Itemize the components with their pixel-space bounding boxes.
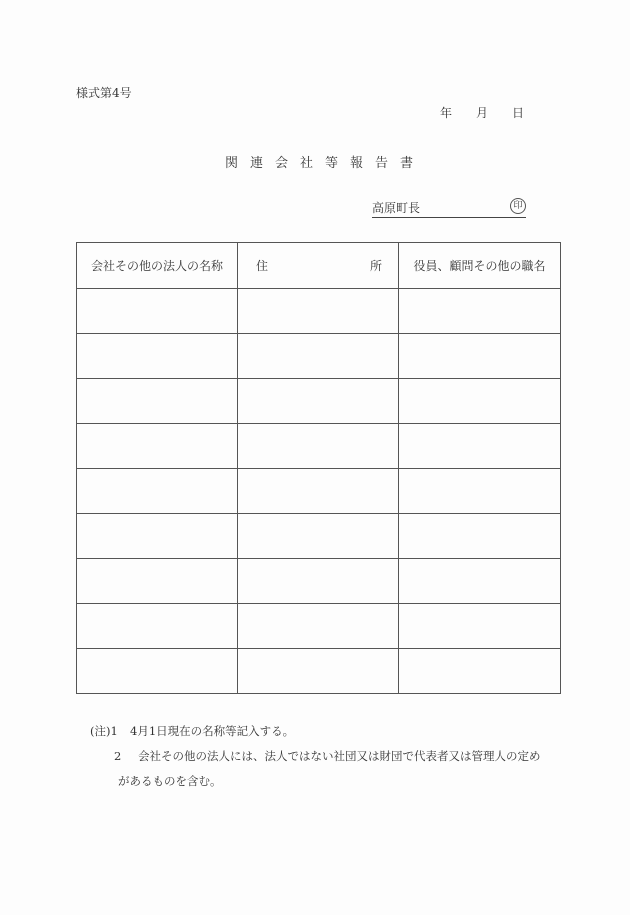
note-2-continuation: があるものを含む。 — [118, 774, 222, 788]
cell-role[interactable] — [399, 559, 561, 604]
cell-address[interactable] — [238, 559, 399, 604]
title-char: 連 — [249, 156, 263, 171]
table-header-row — [77, 243, 561, 289]
cell-role[interactable] — [399, 469, 561, 514]
note-1-text: 4月1日現在の名称等記入する。 — [130, 724, 295, 738]
cell-company-name[interactable] — [77, 604, 238, 649]
cell-role[interactable] — [399, 334, 561, 379]
cell-address[interactable] — [238, 379, 399, 424]
form-number: 様式第4号 — [76, 86, 132, 100]
note-prefix: (注)1 — [90, 724, 118, 738]
cell-company-name[interactable] — [77, 334, 238, 379]
table-row — [77, 334, 561, 379]
header-company-name: 会社その他の法人の名称 — [77, 243, 238, 289]
table-row — [77, 469, 561, 514]
cell-address[interactable] — [238, 289, 399, 334]
addressee-name: 高原町長 — [372, 201, 421, 215]
cell-role[interactable] — [399, 649, 561, 694]
document-title — [0, 152, 630, 171]
cell-company-name[interactable] — [77, 379, 238, 424]
table-row — [77, 604, 561, 649]
cell-role[interactable] — [399, 424, 561, 469]
cell-company-name[interactable] — [77, 469, 238, 514]
table-row — [77, 424, 561, 469]
table-row — [77, 649, 561, 694]
header-role: 役員、顧問その他の職名 — [399, 243, 561, 289]
cell-role[interactable] — [399, 379, 561, 424]
cell-company-name[interactable] — [77, 559, 238, 604]
cell-role[interactable] — [399, 514, 561, 559]
cell-address[interactable] — [238, 514, 399, 559]
year-label: 年 — [440, 106, 453, 120]
table-row — [77, 379, 561, 424]
seal-icon: 印 — [510, 198, 526, 214]
title-char: 会 — [274, 156, 288, 171]
cell-role[interactable] — [399, 604, 561, 649]
note-2-number: 2 — [114, 749, 122, 763]
cell-address[interactable] — [238, 604, 399, 649]
day-label: 日 — [512, 106, 525, 120]
note-1 — [90, 719, 541, 744]
title-char: 等 — [324, 156, 338, 171]
cell-address[interactable] — [238, 469, 399, 514]
cell-address[interactable] — [238, 424, 399, 469]
table-row — [77, 559, 561, 604]
title-char: 書 — [399, 156, 413, 171]
cell-company-name[interactable] — [77, 514, 238, 559]
cell-address[interactable] — [238, 649, 399, 694]
title-char: 報 — [349, 156, 363, 171]
notes-section — [90, 719, 541, 794]
table-row — [77, 289, 561, 334]
title-char: 社 — [299, 156, 313, 171]
header-address-left: 住 — [256, 259, 269, 273]
date-field — [440, 104, 524, 121]
cell-company-name[interactable] — [77, 289, 238, 334]
report-table — [76, 242, 561, 694]
cell-address[interactable] — [238, 334, 399, 379]
title-char: 告 — [374, 156, 388, 171]
header-address-right: 所 — [369, 259, 382, 273]
cell-role[interactable] — [399, 289, 561, 334]
table-row — [77, 514, 561, 559]
month-label: 月 — [476, 106, 489, 120]
note-2 — [90, 744, 541, 769]
cell-company-name[interactable] — [77, 649, 238, 694]
cell-company-name[interactable] — [77, 424, 238, 469]
note-2-text: 会社その他の法人には、法人ではない社団又は財団で代表者又は管理人の定め — [138, 749, 541, 763]
header-address — [238, 243, 399, 289]
title-char: 関 — [224, 156, 238, 171]
addressee-line — [372, 199, 526, 218]
